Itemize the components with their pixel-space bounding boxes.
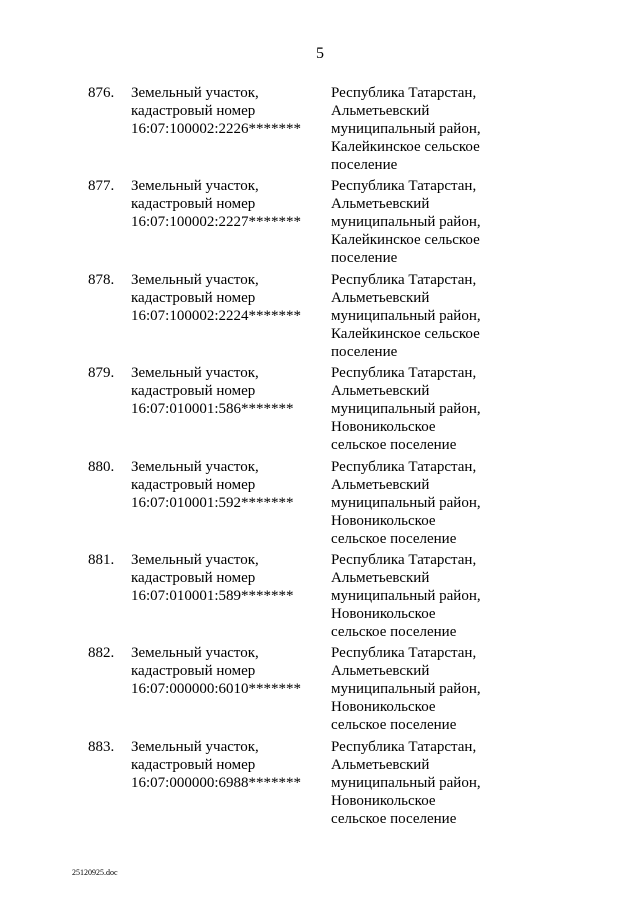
object-line: Земельный участок, — [131, 458, 259, 475]
location-line: Республика Татарстан, — [331, 271, 477, 288]
object-line: кадастровый номер — [131, 663, 256, 680]
cadastral-number: 16:07:010001:592******* — [131, 494, 294, 511]
location-line: Республика Татарстан, — [331, 551, 477, 568]
object-line: кадастровый номер — [131, 289, 256, 306]
location-line: муниципальный район, — [331, 307, 481, 324]
location-line: муниципальный район, — [331, 494, 481, 511]
location-line: Республика Татарстан, — [331, 458, 477, 475]
entry-number: 878. — [88, 271, 115, 288]
location-line: Альметьевский — [331, 289, 430, 306]
location-line: Новоникольское — [331, 512, 436, 529]
cadastral-number: 16:07:000000:6010******* — [131, 681, 302, 698]
object-line: кадастровый номер — [131, 476, 256, 493]
entry-location — [331, 364, 608, 457]
location-line: Новоникольское — [331, 792, 436, 809]
object-line: Земельный участок, — [131, 551, 259, 568]
page-number: 5 — [316, 45, 324, 62]
object-line: Земельный участок, — [131, 738, 259, 755]
entry-number: 883. — [88, 738, 115, 755]
location-line: Альметьевский — [331, 756, 430, 773]
list-item — [88, 458, 608, 551]
entry-object — [131, 364, 331, 457]
cadastral-number: 16:07:100002:2227******* — [131, 214, 302, 231]
location-line: сельское поселение — [331, 530, 457, 547]
object-line: кадастровый номер — [131, 196, 256, 213]
list-item — [88, 177, 608, 270]
list-item — [88, 271, 608, 364]
footer-filename: 25120925.doc — [72, 868, 118, 877]
location-line: муниципальный район, — [331, 121, 481, 137]
object-line: кадастровый номер — [131, 569, 256, 586]
entry-location — [331, 271, 608, 364]
entry-object — [131, 177, 331, 270]
location-line: Альметьевский — [331, 476, 430, 493]
object-line: Земельный участок, — [131, 178, 259, 195]
entry-object — [131, 84, 331, 177]
location-line: муниципальный район, — [331, 681, 481, 698]
entry-location — [331, 177, 608, 270]
location-line: муниципальный район, — [331, 774, 481, 791]
entries-list — [88, 84, 608, 831]
list-item — [88, 84, 608, 177]
location-line: Республика Татарстан, — [331, 85, 477, 101]
entry-object — [131, 271, 331, 364]
entry-object — [131, 551, 331, 644]
object-line: Земельный участок, — [131, 645, 259, 662]
object-line: Земельный участок, — [131, 85, 259, 101]
location-line: Калейкинское сельское — [331, 232, 480, 249]
cadastral-number: 16:07:010001:586******* — [131, 401, 294, 418]
location-line: Альметьевский — [331, 663, 430, 680]
list-item — [88, 551, 608, 644]
cadastral-number: 16:07:100002:2226******* — [131, 121, 302, 137]
entry-number: 879. — [88, 365, 115, 382]
location-line: Новоникольское — [331, 605, 436, 622]
location-line: поселение — [331, 343, 398, 360]
object-line: Земельный участок, — [131, 365, 259, 382]
location-line: муниципальный район, — [331, 401, 481, 418]
list-item — [88, 738, 608, 831]
location-line: Новоникольское — [331, 699, 436, 716]
entry-object — [131, 738, 331, 831]
location-line: Альметьевский — [331, 103, 430, 119]
location-line: Республика Татарстан, — [331, 365, 477, 382]
location-line: сельское поселение — [331, 437, 457, 454]
entry-number: 881. — [88, 551, 115, 568]
entry-object — [131, 644, 331, 737]
location-line: Новоникольское — [331, 419, 436, 436]
entry-number: 876. — [88, 85, 115, 101]
entry-object — [131, 458, 331, 551]
location-line: муниципальный район, — [331, 214, 481, 231]
location-line: Республика Татарстан, — [331, 178, 477, 195]
entry-number: 877. — [88, 178, 115, 195]
object-line: Земельный участок, — [131, 271, 259, 288]
cadastral-number: 16:07:000000:6988******* — [131, 774, 302, 791]
object-line: кадастровый номер — [131, 383, 256, 400]
location-line: Республика Татарстан, — [331, 645, 477, 662]
cadastral-number: 16:07:100002:2224******* — [131, 307, 302, 324]
entry-location — [331, 458, 608, 551]
list-item — [88, 364, 608, 457]
entry-number: 882. — [88, 645, 115, 662]
entry-location — [331, 644, 608, 737]
location-line: Альметьевский — [331, 383, 430, 400]
entry-location — [331, 551, 608, 644]
location-line: сельское поселение — [331, 717, 457, 734]
object-line: кадастровый номер — [131, 756, 256, 773]
object-line: кадастровый номер — [131, 103, 256, 119]
entry-number: 880. — [88, 458, 115, 475]
location-line: сельское поселение — [331, 810, 457, 827]
location-line: поселение — [331, 157, 398, 173]
location-line: Альметьевский — [331, 569, 430, 586]
location-line: Калейкинское сельское — [331, 139, 480, 155]
location-line: Альметьевский — [331, 196, 430, 213]
cadastral-number: 16:07:010001:589******* — [131, 587, 294, 604]
location-line: муниципальный район, — [331, 587, 481, 604]
location-line: поселение — [331, 250, 398, 267]
location-line: Калейкинское сельское — [331, 325, 480, 342]
list-item — [88, 644, 608, 737]
entry-location — [331, 84, 608, 177]
location-line: Республика Татарстан, — [331, 738, 477, 755]
location-line: сельское поселение — [331, 623, 457, 640]
entry-location — [331, 738, 608, 831]
